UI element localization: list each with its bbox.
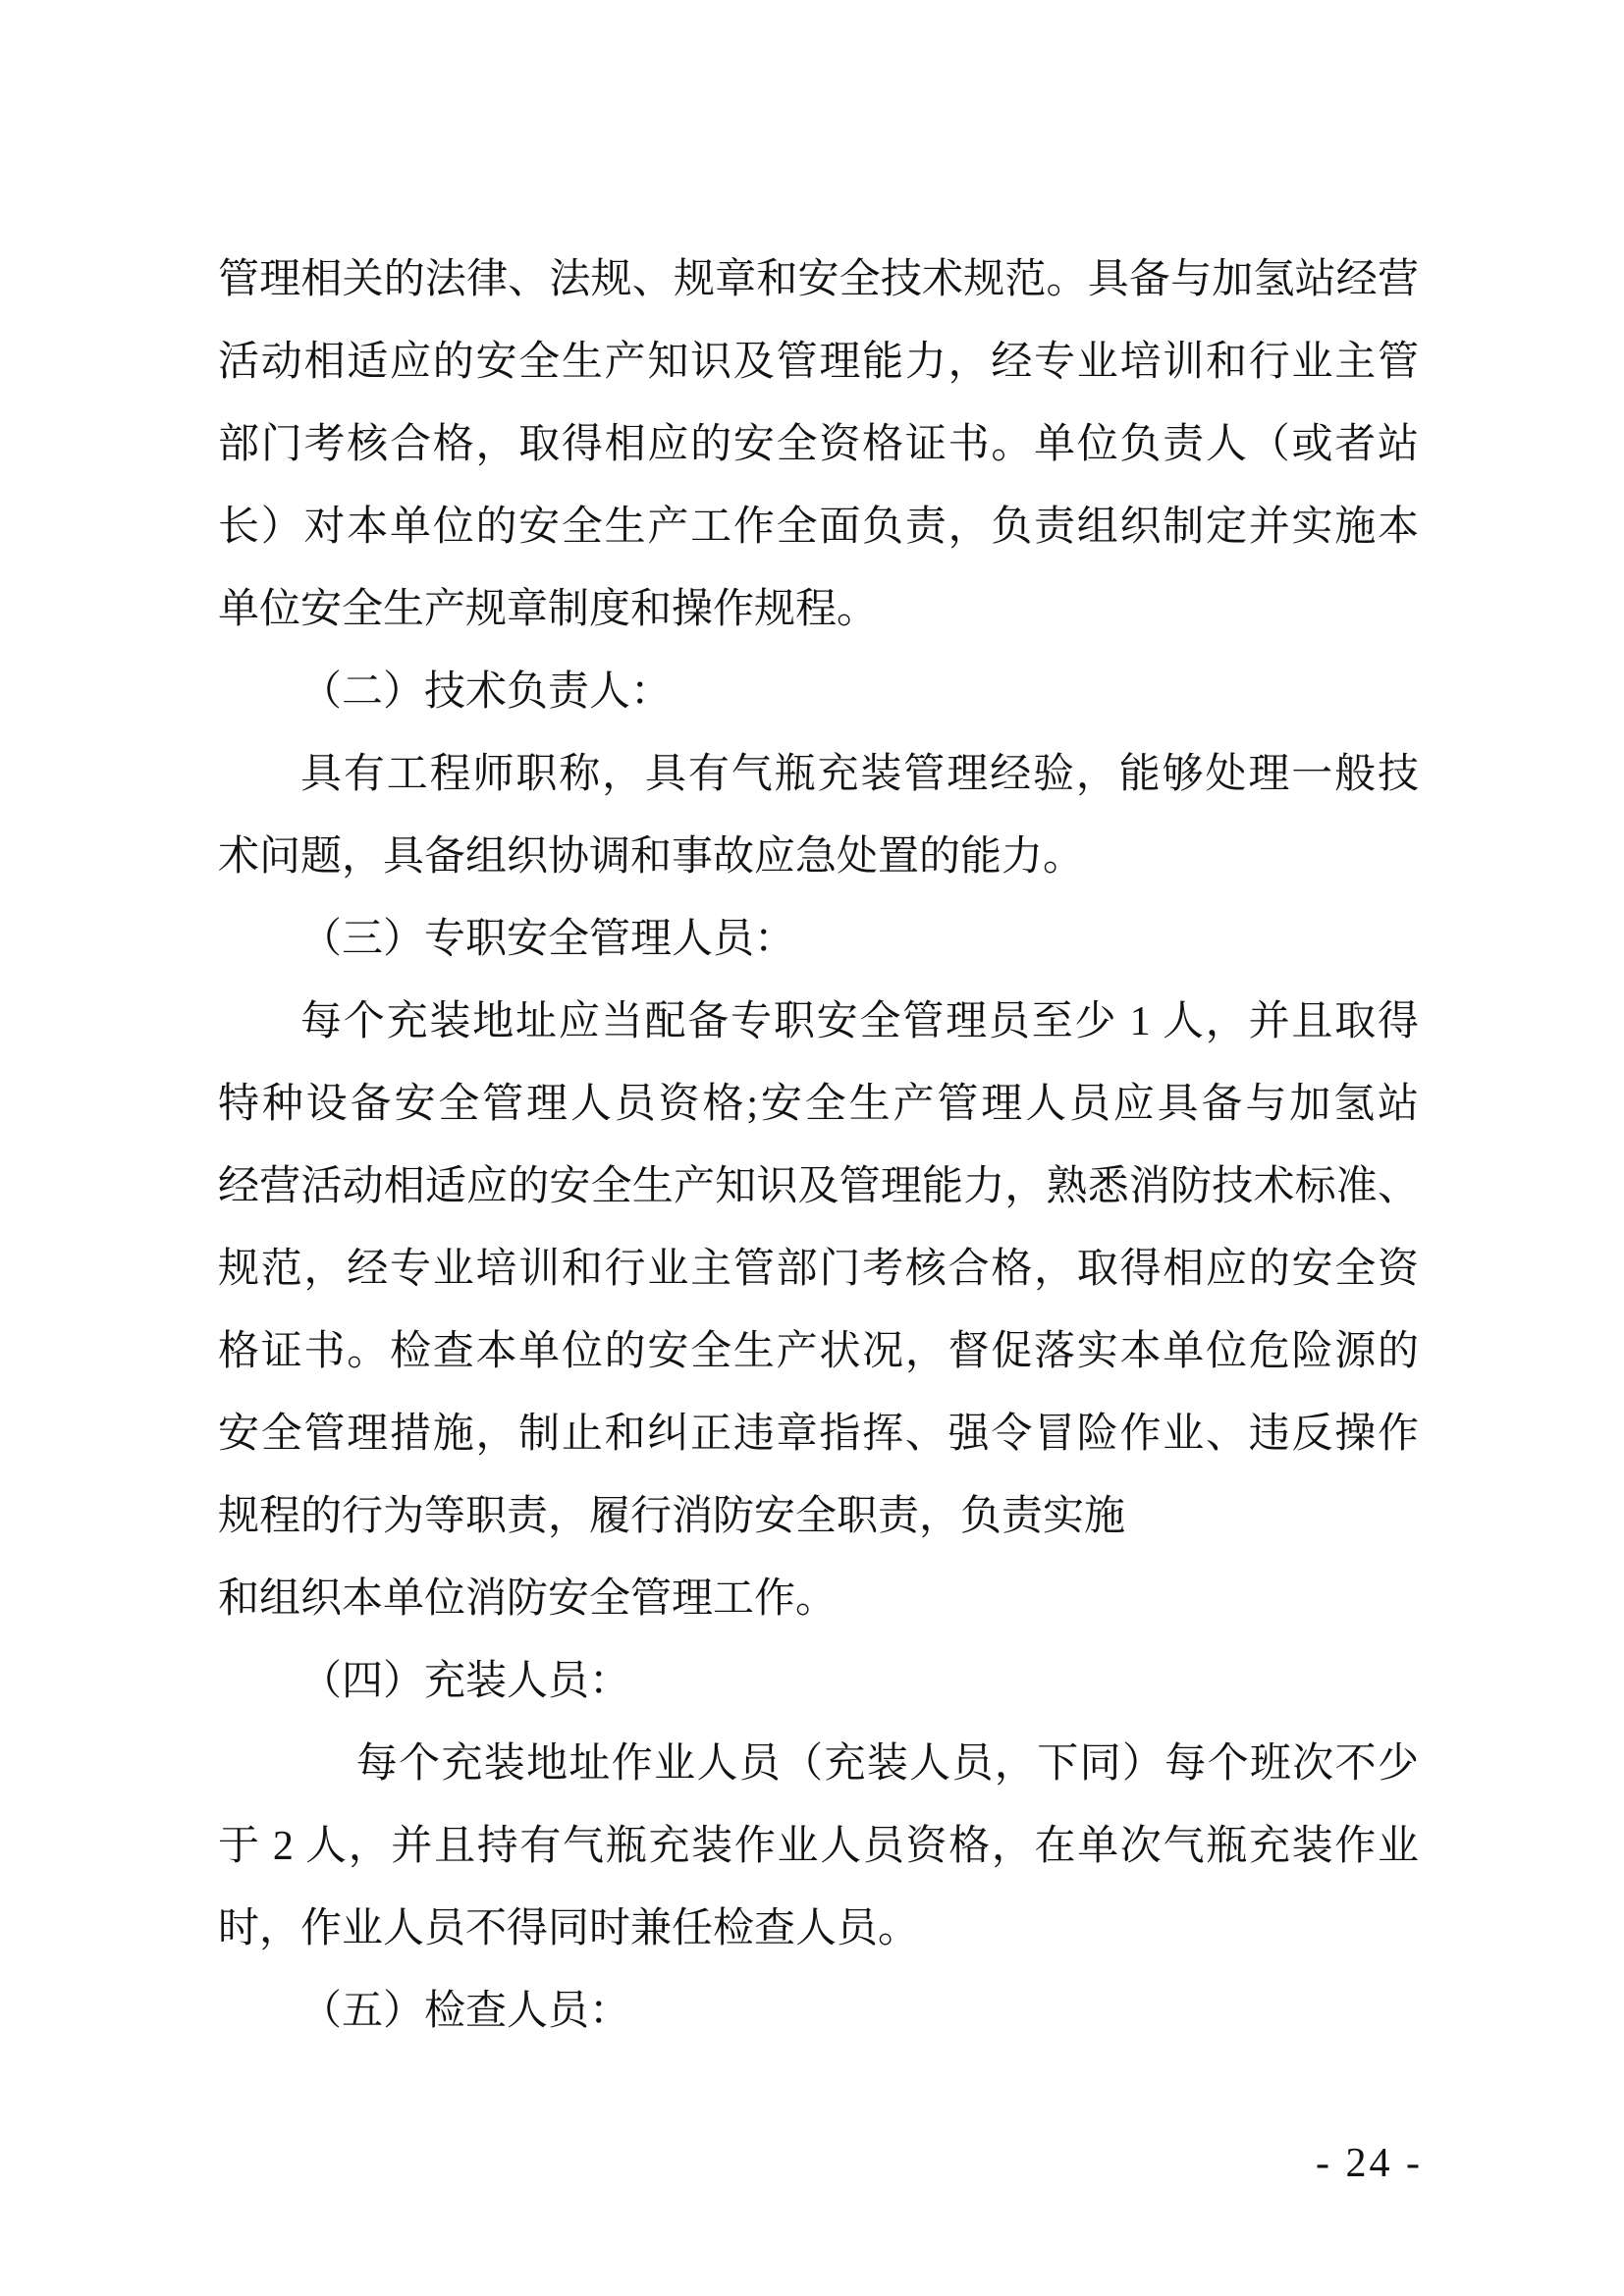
document-body-text: [218, 239, 1419, 2053]
text-line: 和组织本单位消防安全管理工作。: [218, 1576, 838, 1622]
section-heading: （三）专职安全管理人员：: [300, 917, 796, 962]
text-line: 长）对本单位的安全生产工作全面负责，负责组织制定并实施本: [218, 505, 1419, 550]
section-heading: （四）充装人员：: [300, 1659, 631, 1704]
text-line: 每个充装地址作业人员（充装人员，下同）每个班次不少: [355, 1741, 1419, 1787]
page-number: - 24 -: [1316, 2141, 1423, 2186]
text-line: 术问题，具备组织协调和事故应急处置的能力。: [218, 834, 1085, 880]
text-line: 特种设备安全管理人员资格;安全生产管理人员应具备与加氢站: [218, 1082, 1419, 1127]
section-heading: （五）检查人员：: [300, 1989, 631, 2034]
text-line: 单位安全生产规章制度和操作规程。: [218, 587, 879, 632]
text-line: 于 2 人，并且持有气瓶充装作业人员资格，在单次气瓶充装作业: [218, 1824, 1419, 1869]
text-line: 时，作业人员不得同时兼任检查人员。: [218, 1906, 920, 1951]
text-line: 规范，经专业培训和行业主管部门考核合格，取得相应的安全资: [218, 1247, 1419, 1292]
text-line: 格证书。检查本单位的安全生产状况，督促落实本单位危险源的: [218, 1329, 1419, 1374]
text-line: 活动相适应的安全生产知识及管理能力，经专业培训和行业主管: [218, 340, 1419, 385]
text-line: 每个充装地址应当配备专职安全管理员至少 1 人，并且取得: [300, 999, 1419, 1044]
text-line: 安全管理措施，制止和纠正违章指挥、强令冒险作业、违反操作: [218, 1412, 1419, 1457]
text-line: 经营活动相适应的安全生产知识及管理能力，熟悉消防技术标准、: [218, 1164, 1419, 1209]
text-line: 管理相关的法律、法规、规章和安全技术规范。具备与加氢站经营: [218, 257, 1419, 302]
section-heading: （二）技术负责人：: [300, 669, 673, 715]
text-line: 部门考核合格，取得相应的安全资格证书。单位负责人（或者站: [218, 422, 1419, 467]
text-line: 规程的行为等职责，履行消防安全职责，负责实施: [218, 1494, 1126, 1539]
text-line: 具有工程师职称，具有气瓶充装管理经验，能够处理一般技: [300, 752, 1419, 797]
